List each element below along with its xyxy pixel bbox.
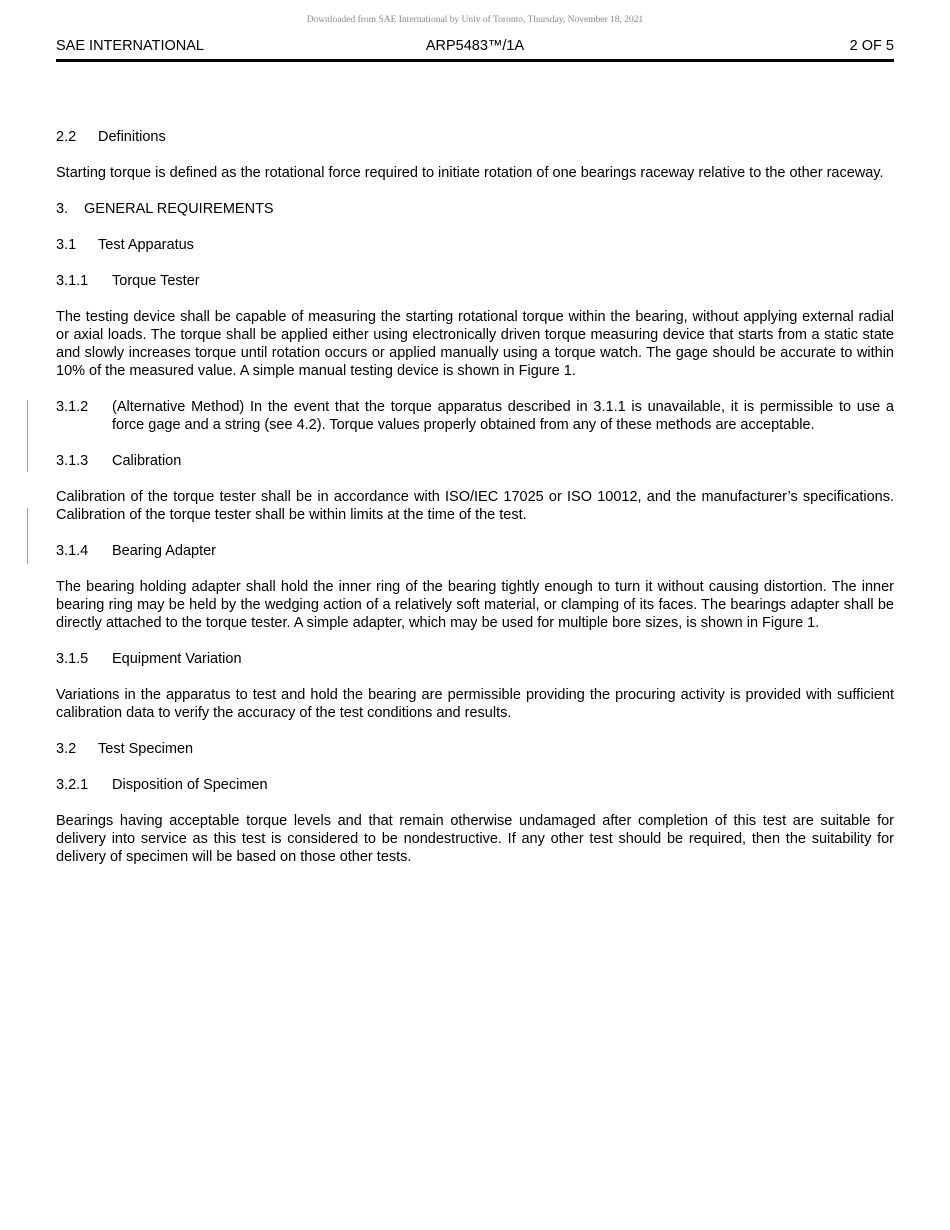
section-3-1-2-alternative-method	[56, 398, 894, 434]
paragraph-disposition: Bearings having acceptable torque levels and that remain otherwise undamaged after completion of this test are suitable for delivery into service as this test is considered to be nondestructive. If any other test should be required, then the suitability for delivery of specimen will be based on those other tests.	[56, 813, 894, 865]
section-title: Test Specimen	[98, 741, 194, 757]
section-number: 3.1.5	[56, 651, 89, 667]
paragraph-bearing-adapter: The bearing holding adapter shall hold the inner ring of the bearing tightly enough to turn it without causing distortion. The inner bearing ring may be held by the wedging action of a relatively soft material, or clamping of its faces. The bearings adapter shall be directly attached to the torque tester. A simple adapter, which may be used for multiple bore sizes, is shown in Figure 1.	[56, 579, 894, 631]
page-header	[56, 38, 894, 58]
paragraph-alternative-method: (Alternative Method) In the event that the torque apparatus described in 3.1.1 is unavailable, it is permissible to use a force gage and a string (see 4.2). Torque values properly obtained from any of these methods are acceptable.	[112, 399, 894, 433]
section-number: 3.1.2	[56, 399, 89, 415]
document-body	[56, 128, 894, 884]
section-heading-3-1-3	[56, 452, 894, 470]
section-title: Disposition of Specimen	[112, 777, 268, 793]
header-rule	[56, 59, 894, 62]
paragraph-definitions: Starting torque is defined as the rotational force required to initiate rotation of one bearings raceway relative to the other raceway.	[56, 165, 884, 181]
section-title: Test Apparatus	[98, 237, 194, 253]
section-number: 3.1.1	[56, 273, 89, 289]
header-page-number: 2 OF 5	[849, 38, 894, 54]
section-number: 3.1	[56, 237, 77, 253]
paragraph-calibration: Calibration of the torque tester shall be in accordance with ISO/IEC 17025 or ISO 10012, and the manufacturer’s specifications. Calibration of the torque tester shall be within limits at the time of the test.	[56, 489, 894, 523]
section-title: Definitions	[98, 129, 166, 145]
section-number: 2.2	[56, 129, 77, 145]
section-title: GENERAL REQUIREMENTS	[84, 201, 274, 217]
section-title: Equipment Variation	[112, 651, 242, 667]
section-heading-3	[56, 200, 894, 218]
section-heading-2-2	[56, 128, 894, 146]
change-bar	[27, 400, 28, 472]
section-heading-3-1	[56, 236, 894, 254]
paragraph-equipment-variation: Variations in the apparatus to test and hold the bearing are permissible providing the procuring activity is provided with sufficient calibration data to verify the accuracy of the test conditions and results.	[56, 687, 894, 721]
section-number: 3.	[56, 201, 69, 217]
section-heading-3-2	[56, 740, 894, 758]
section-title: Bearing Adapter	[112, 543, 216, 559]
header-organization: SAE INTERNATIONAL	[56, 38, 204, 54]
download-note: Downloaded from SAE International by Univ of Toronto, Thursday, November 18, 2021	[306, 15, 644, 25]
section-number: 3.2	[56, 741, 77, 757]
section-title: Calibration	[112, 453, 182, 469]
change-bar	[27, 508, 28, 564]
paragraph-torque-tester: The testing device shall be capable of measuring the starting rotational torque within the bearing, without applying external radial or axial loads. The torque shall be applied either using electronically driven torque measuring device that starts from a static state and slowly increases torque until rotation occurs or applied manually using a torque watch. The gage should be accurate to within 10% of the measured value. A simple manual testing device is shown in Figure 1.	[56, 309, 894, 379]
section-number: 3.2.1	[56, 777, 89, 793]
section-number: 3.1.4	[56, 543, 89, 559]
section-number: 3.1.3	[56, 453, 89, 469]
header-document-number: ARP5483™/1A	[425, 38, 525, 54]
section-heading-3-1-5	[56, 650, 894, 668]
section-heading-3-1-4	[56, 542, 894, 560]
section-heading-3-1-1	[56, 272, 894, 290]
section-title: Torque Tester	[112, 273, 200, 289]
section-heading-3-2-1	[56, 776, 894, 794]
